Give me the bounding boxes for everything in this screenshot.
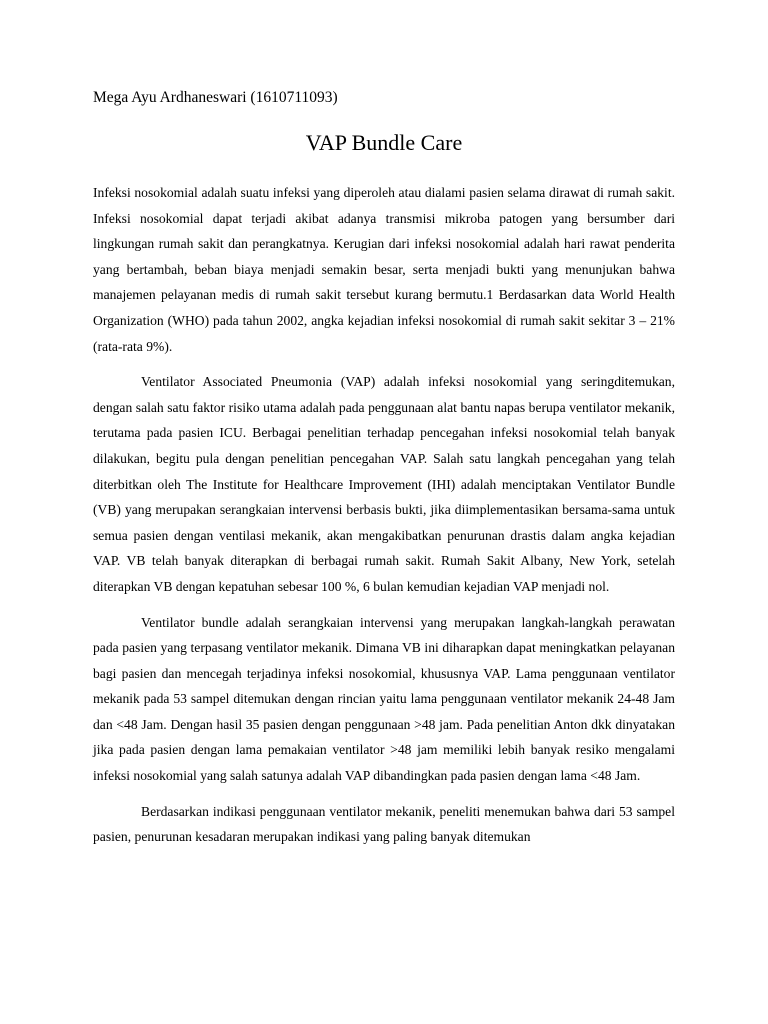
author-line: Mega Ayu Ardhaneswari (1610711093)	[93, 89, 338, 106]
paragraph-vap: Ventilator Associated Pneumonia (VAP) adalah infeksi nosokomial yang seringditemukan, dengan salah satu faktor risiko utama adalah pada penggunaan alat bantu napas berupa ventilator mekanik, terutama pada pasien ICU. Berbagai penelitian terhadap pencegahan infeksi nosokomial telah banyak dilakukan, begitu pula dengan penelitian pencegahan VAP. Salah satu langkah pencegahan yang telah diterbitkan oleh The Institute for Healthcare Improvement (IHI) adalah menciptakan Ventilator Bundle (VB) yang merupakan serangkaian intervensi berbasis bukti, jika diimplementasikan bersama-sama untuk semua pasien dengan ventilasi mekanik, akan mengakibatkan penurunan drastis dalam angka kejadian VAP. VB telah banyak diterapkan di berbagai rumah sakit. Rumah Sakit Albany, New York, setelah diterapkan VB dengan kepatuhan sebesar 100 %, 6 bulan kemudian kejadian VAP menjadi nol.	[93, 374, 675, 594]
paragraph-ventilator-bundle: Ventilator bundle adalah serangkaian intervensi yang merupakan langkah-langkah perawatan pada pasien yang terpasang ventilator mekanik. Dimana VB ini diharapkan dapat meningkatkan pelayanan bagi pasien dan mencegah terjadinya infeksi nosokomial, khususnya VAP. Lama penggunaan ventilator mekanik pada 53 sampel ditemukan dengan rincian yaitu lama penggunaan ventilator mekanik 24-48 Jam dan <48 Jam. Dengan hasil 35 pasien dengan penggunaan >48 jam. Pada penelitian Anton dkk dinyatakan jika pada pasien dengan lama pemakaian ventilator >48 jam memiliki lebih banyak resiko mengalami infeksi nosokomial yang salah satunya adalah VAP dibandingkan pada pasien dengan lama <48 Jam.	[93, 614, 675, 784]
paragraph-indikasi: Berdasarkan indikasi penggunaan ventilator mekanik, peneliti menemukan bahwa dari 53 sampel pasien, penurunan kesadaran merupakan indikasi yang paling banyak ditemukan	[93, 803, 675, 845]
paragraph-intro: Infeksi nosokomial adalah suatu infeksi yang diperoleh atau dialami pasien selama dirawat di rumah sakit. Infeksi nosokomial dapat terjadi akibat adanya transmisi mikroba patogen yang bersumber dari lingkungan rumah sakit dan perangkatnya. Kerugian dari infeksi nosokomial adalah hari rawat penderita yang bertambah, beban biaya menjadi semakin besar, serta menjadi bukti yang menunjukan bahwa manajemen pelayanan medis di rumah sakit tersebut kurang bermutu.1 Berdasarkan data World Health Organization (WHO) pada tahun 2002, angka kejadian infeksi nosokomial di rumah sakit sekitar 3 – 21% (rata-rata 9%).	[93, 185, 675, 354]
document-title: VAP Bundle Care	[305, 130, 463, 155]
